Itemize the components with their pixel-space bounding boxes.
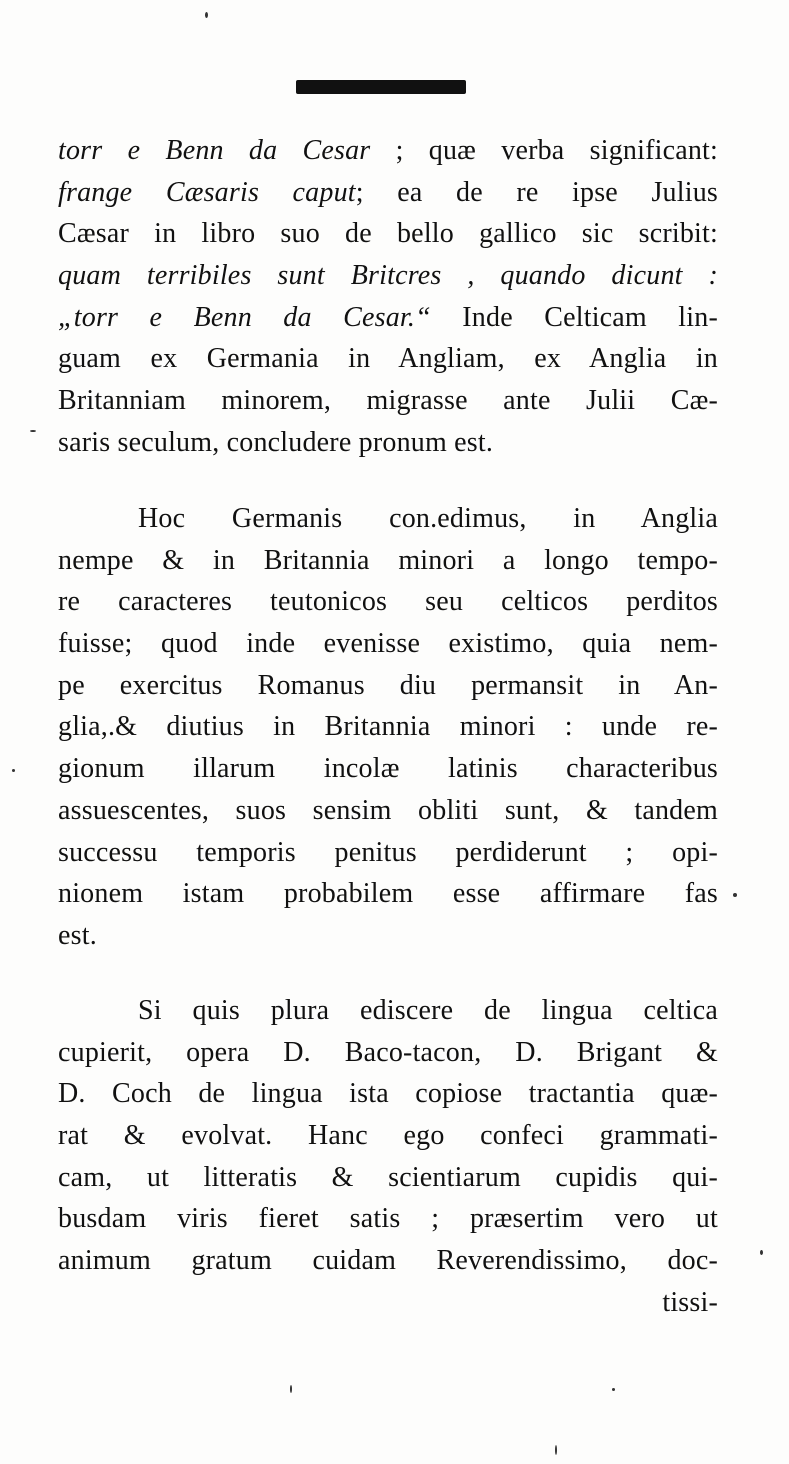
text-line: [58, 1115, 718, 1157]
text-line: [58, 130, 718, 172]
text-run: fuisse; quod inde evenisse existimo, quia nem-: [58, 628, 718, 660]
ink-speck: [12, 769, 15, 772]
paragraph-2: [58, 498, 718, 957]
text-run: successu temporis penitus perdiderunt ; opi-: [58, 836, 718, 868]
text-line: [58, 297, 718, 339]
text-line: [58, 213, 718, 255]
italic-text: „torr e Benn da Cesar.“: [58, 301, 431, 333]
text-run: Si quis plura ediscere de lingua celtica: [138, 995, 718, 1026]
text-run: Inde Celticam lin-: [430, 301, 718, 333]
text-run: gionum illarum incolæ latinis characteribus: [58, 753, 718, 785]
text-line: [58, 422, 718, 464]
text-run: nempe & in Britannia minori a longo tempo-: [58, 544, 718, 576]
text-line: [58, 1157, 718, 1199]
text-line: [58, 1240, 718, 1282]
text-run: re caracteres teutonicos seu celticos perditos: [58, 586, 718, 618]
text-run: Hoc Germanis con.edimus, in Anglia: [138, 503, 718, 534]
ink-speck: [30, 430, 36, 432]
text-line: [58, 706, 718, 748]
text-run: pe exercitus Romanus diu permansit in An-: [58, 669, 718, 701]
text-run: tissi-: [662, 1286, 718, 1318]
text-line: [58, 748, 718, 790]
text-line: [58, 665, 718, 707]
text-line: [58, 873, 718, 915]
text-run: saris seculum, concludere pronum est.: [58, 426, 494, 458]
text-line: [58, 338, 718, 380]
text-run: rat & evolvat. Hanc ego confeci grammati-: [58, 1120, 718, 1152]
ink-speck: [733, 893, 737, 897]
text-run: busdam viris fieret satis ; præsertim vero ut: [58, 1203, 718, 1235]
text-run: glia,.& diutius in Britannia minori : unde re-: [58, 711, 718, 743]
text-run: Britanniam minorem, migrasse ante Julii Cæ-: [58, 385, 718, 417]
text-line: [58, 623, 718, 665]
header-ornament-rule: [296, 80, 466, 94]
text-run: D. Coch de lingua ista copiose tractantia quæ-: [58, 1078, 718, 1110]
text-run: guam ex Germania in Angliam, ex Anglia in: [58, 343, 718, 375]
ink-speck: [205, 12, 208, 18]
text-line: [58, 581, 718, 623]
text-line: [58, 380, 718, 422]
catchword: [58, 1282, 718, 1324]
text-line: [58, 1198, 718, 1240]
paragraph-1: [58, 130, 718, 464]
text-run: cam, ut litteratis & scientiarum cupidis qui-: [58, 1161, 718, 1193]
ink-speck: [290, 1385, 292, 1393]
text-run: est.: [58, 919, 97, 951]
text-run: assuescentes, suos sensim obliti sunt, & tandem: [58, 794, 718, 826]
italic-text: quam terribiles sunt Britcres , quando dicunt :: [58, 260, 718, 292]
text-run: animum gratum cuidam Reverendissimo, doc-: [58, 1245, 718, 1277]
text-run: ; ea de re ipse Julius: [355, 176, 718, 208]
italic-text: frange Cæsaris caput: [58, 176, 356, 208]
paragraph-3: [58, 990, 718, 1324]
text-line: [58, 255, 718, 297]
text-line: [58, 172, 718, 214]
text-line: [58, 832, 718, 874]
text-line: [58, 990, 718, 1032]
ink-speck: [555, 1445, 557, 1455]
text-line: [58, 1073, 718, 1115]
text-line: [58, 915, 718, 957]
text-line: [58, 790, 718, 832]
text-run: cupierit, opera D. Baco-tacon, D. Brigant &: [58, 1036, 718, 1068]
text-run: ; quæ verba significant:: [370, 135, 718, 166]
text-run: nionem istam probabilem esse affirmare fas: [58, 878, 718, 910]
ink-speck: [612, 1388, 615, 1391]
text-line: [58, 498, 718, 540]
text-line: [58, 540, 718, 582]
text-run: Cæsar in libro suo de bello gallico sic scribit:: [58, 218, 718, 250]
ink-speck: [760, 1250, 763, 1255]
italic-text: torr e Benn da Cesar: [58, 135, 371, 166]
text-line: [58, 1032, 718, 1074]
